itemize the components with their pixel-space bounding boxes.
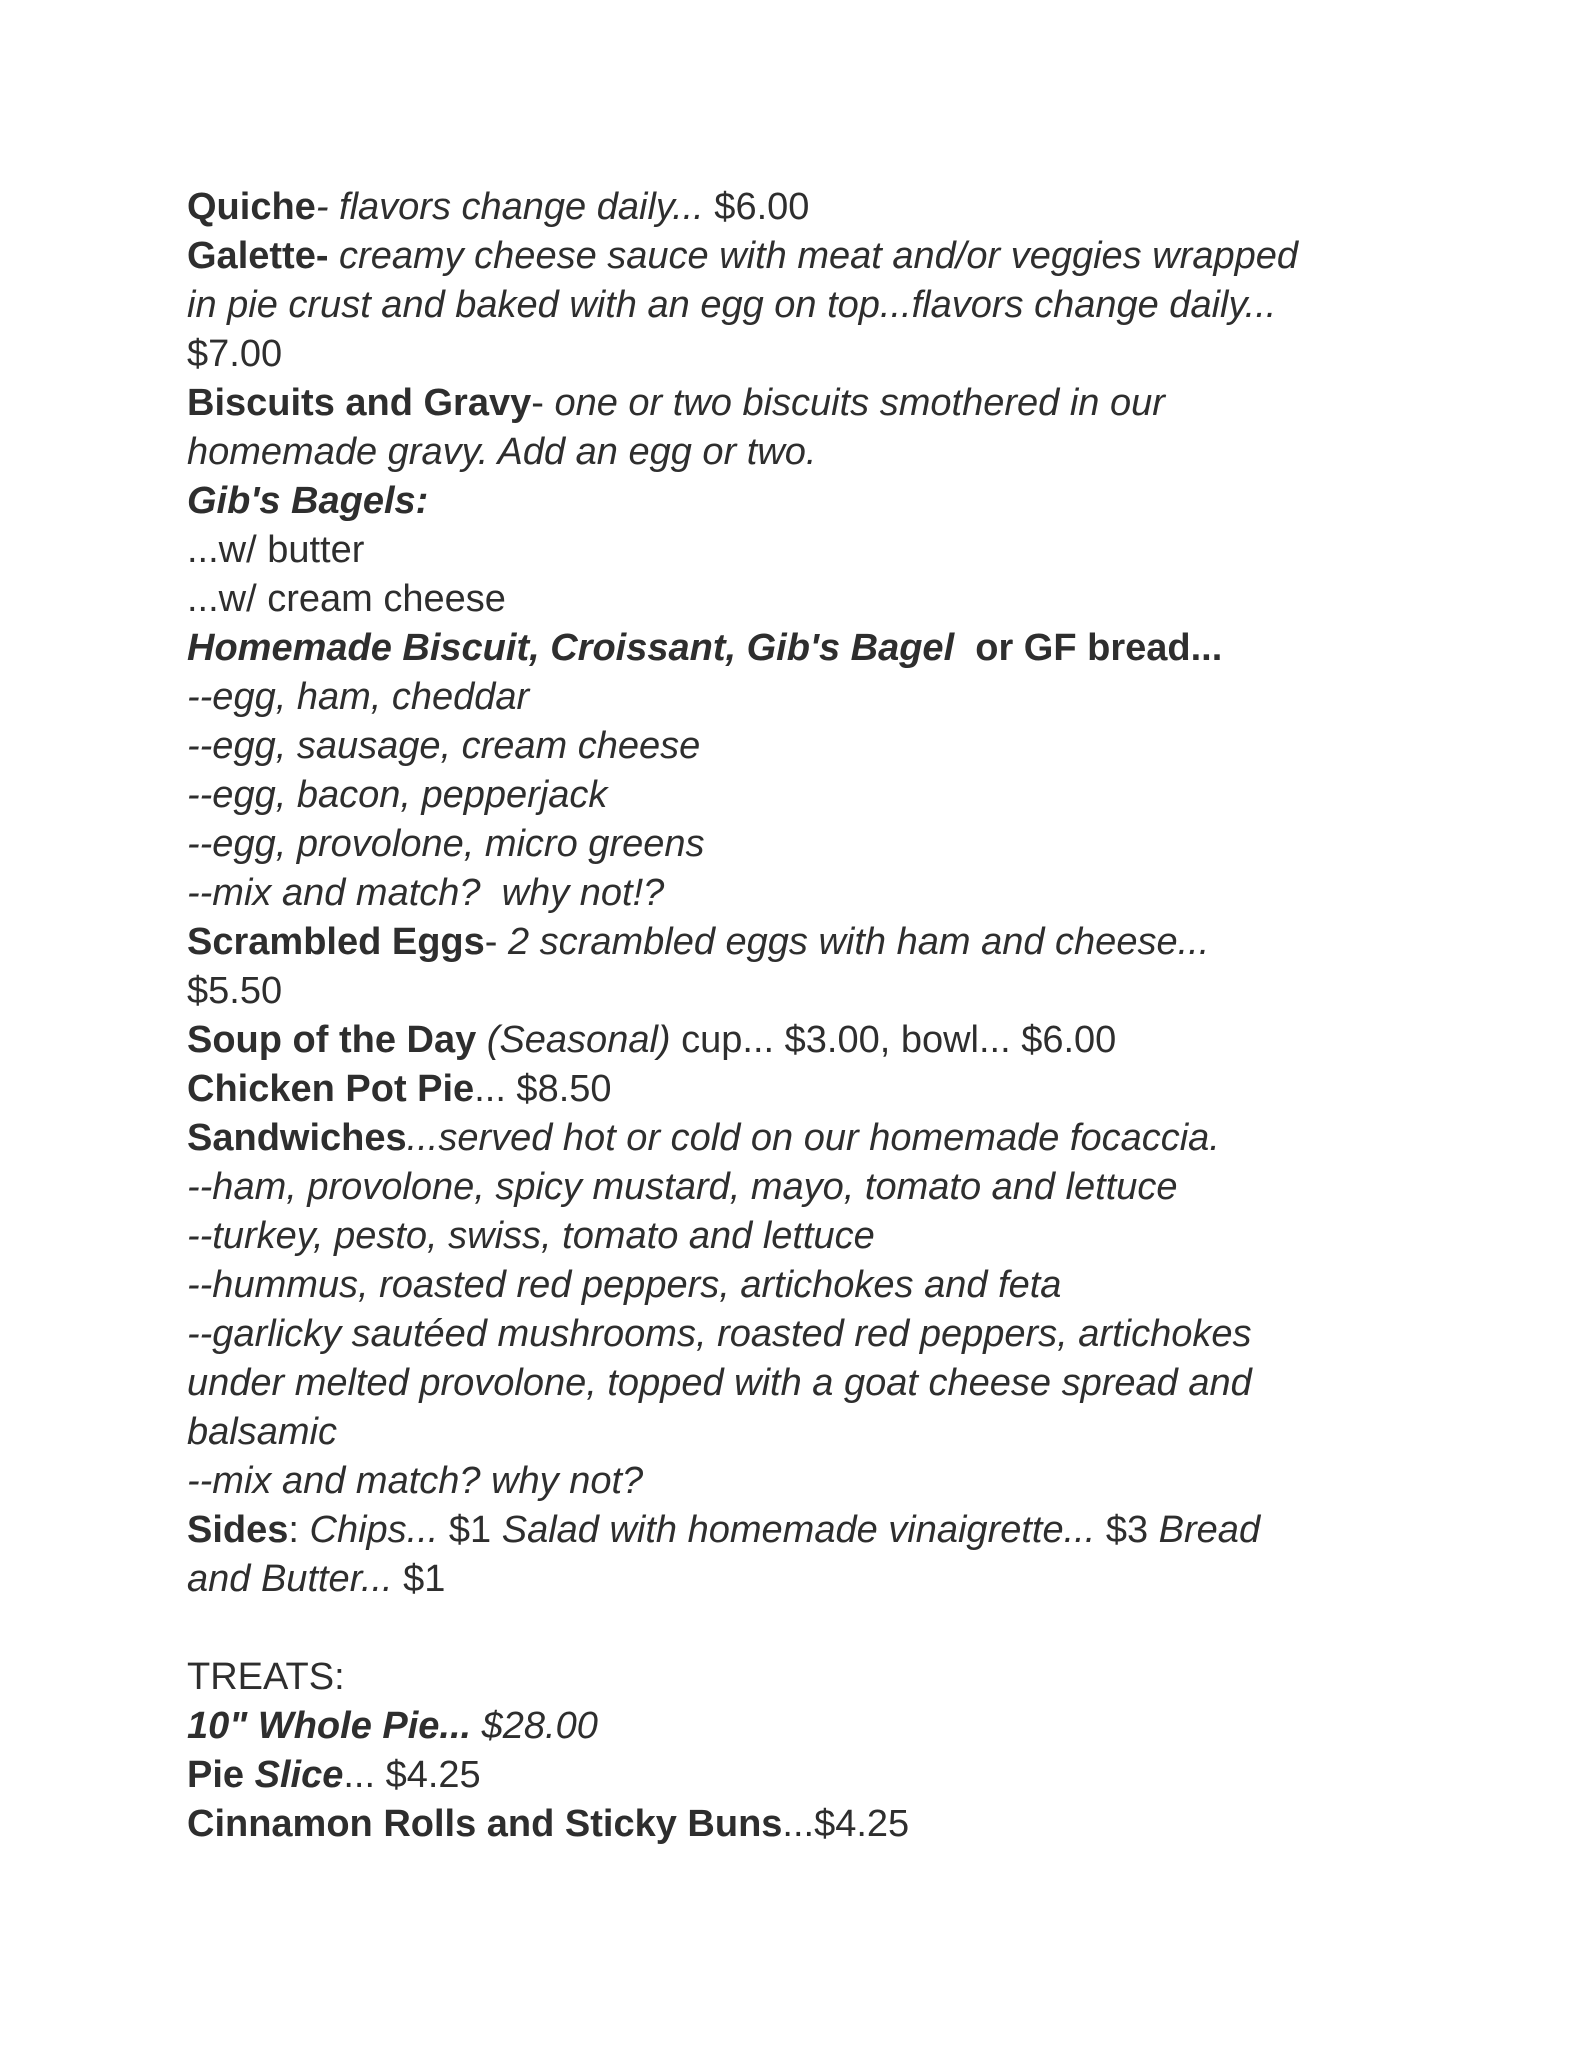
quiche-name: Quiche bbox=[187, 186, 316, 228]
breakfast-sandwich-option: --egg, bacon, pepperjack bbox=[187, 774, 608, 816]
sides-chips: Chips... bbox=[309, 1509, 439, 1551]
sides-item bbox=[187, 1506, 1447, 1555]
scrambled-eggs-price: $5.50 bbox=[187, 970, 283, 1012]
sides-salad-price: $3 bbox=[1095, 1509, 1159, 1551]
biscuits-gravy-name: Biscuits and Gravy bbox=[187, 382, 532, 424]
sandwich-option: --turkey, pesto, swiss, tomato and lettuce bbox=[187, 1215, 875, 1257]
rolls-name: Cinnamon Rolls and Sticky Buns bbox=[187, 1803, 783, 1845]
galette-item bbox=[187, 232, 1447, 281]
pot-pie-name: Chicken Pot Pie bbox=[187, 1068, 475, 1110]
quiche-desc: - flavors change daily... bbox=[315, 186, 704, 228]
pie-slice-name-1: Pie bbox=[187, 1754, 255, 1796]
biscuits-gravy-item bbox=[187, 379, 1447, 428]
scrambled-eggs-desc: 2 scrambled eggs with ham and cheese... bbox=[507, 921, 1210, 963]
scrambled-eggs-name: Scrambled Eggs bbox=[187, 921, 485, 963]
biscuits-gravy-desc-1: one or two biscuits smothered in our bbox=[554, 382, 1165, 424]
galette-desc-2: in pie crust and baked with an egg on top...flavors change daily... bbox=[187, 284, 1277, 326]
sandwich-option: under melted provolone, topped with a goat cheese spread and bbox=[187, 1362, 1252, 1404]
sandwich-option: --garlicky sautéed mushrooms, roasted red peppers, artichokes bbox=[187, 1313, 1252, 1355]
sandwich-option: balsamic bbox=[187, 1411, 337, 1453]
breakfast-sandwich-heading-rest: or GF bread... bbox=[954, 627, 1223, 669]
pot-pie-price: ... $8.50 bbox=[474, 1068, 612, 1110]
menu-page bbox=[187, 183, 1447, 1849]
sandwich-option: --hummus, roasted red peppers, artichokes and feta bbox=[187, 1264, 1062, 1306]
breakfast-sandwich-option: --egg, provolone, micro greens bbox=[187, 823, 705, 865]
rolls-price: ...$4.25 bbox=[782, 1803, 910, 1845]
sides-chips-price: $1 bbox=[438, 1509, 502, 1551]
quiche-price: $6.00 bbox=[703, 186, 810, 228]
whole-pie-name: 10" Whole Pie... bbox=[187, 1705, 472, 1747]
sides-bread-1: Bread bbox=[1158, 1509, 1261, 1551]
pie-slice-price: ... $4.25 bbox=[343, 1754, 481, 1796]
breakfast-sandwich-heading-italic: Homemade Biscuit, Croissant, Gib's Bagel bbox=[187, 627, 955, 669]
sandwich-option: --ham, provolone, spicy mustard, mayo, tomato and lettuce bbox=[187, 1166, 1178, 1208]
breakfast-sandwich-option: --egg, ham, cheddar bbox=[187, 676, 530, 718]
soup-name: Soup of the Day bbox=[187, 1019, 477, 1061]
whole-pie-item bbox=[187, 1702, 1447, 1751]
galette-price: $7.00 bbox=[187, 333, 283, 375]
breakfast-sandwich-heading bbox=[187, 624, 1447, 673]
scrambled-eggs-item bbox=[187, 918, 1447, 967]
biscuits-gravy-dash: - bbox=[531, 382, 555, 424]
sides-item-cont bbox=[187, 1555, 1447, 1604]
pot-pie-item bbox=[187, 1065, 1447, 1114]
sandwiches-desc: ...served hot or cold on our homemade focaccia. bbox=[406, 1117, 1220, 1159]
sandwiches-name: Sandwiches bbox=[187, 1117, 407, 1159]
treats-heading: TREATS: bbox=[187, 1656, 345, 1698]
sides-bread-price: $1 bbox=[392, 1558, 446, 1600]
pie-slice-name-2: Slice bbox=[254, 1754, 344, 1796]
bagel-option: ...w/ cream cheese bbox=[187, 578, 506, 620]
whole-pie-price: $28.00 bbox=[471, 1705, 598, 1747]
soup-item bbox=[187, 1016, 1447, 1065]
rolls-item bbox=[187, 1800, 1447, 1849]
bagels-heading: Gib's Bagels: bbox=[187, 480, 429, 522]
galette-name: Galette- bbox=[187, 235, 329, 277]
sides-name: Sides bbox=[187, 1509, 289, 1551]
galette-desc-1: creamy cheese sauce with meat and/or veggies wrapped bbox=[328, 235, 1299, 277]
sandwiches-item bbox=[187, 1114, 1447, 1163]
biscuits-gravy-desc-2: homemade gravy. Add an egg or two. bbox=[187, 431, 817, 473]
soup-note: (Seasonal) bbox=[476, 1019, 671, 1061]
soup-prices: cup... $3.00, bowl... $6.00 bbox=[670, 1019, 1117, 1061]
breakfast-sandwich-option: --mix and match? why not!? bbox=[187, 872, 665, 914]
breakfast-sandwich-option: --egg, sausage, cream cheese bbox=[187, 725, 701, 767]
pie-slice-item bbox=[187, 1751, 1447, 1800]
quiche-item bbox=[187, 183, 1447, 232]
sides-bread-2: and Butter... bbox=[187, 1558, 393, 1600]
scrambled-eggs-dash: - bbox=[484, 921, 508, 963]
spacer bbox=[187, 1604, 1447, 1653]
sandwich-option: --mix and match? why not? bbox=[187, 1460, 644, 1502]
bagel-option: ...w/ butter bbox=[187, 529, 365, 571]
sides-colon: : bbox=[288, 1509, 310, 1551]
sides-salad: Salad with homemade vinaigrette... bbox=[501, 1509, 1096, 1551]
